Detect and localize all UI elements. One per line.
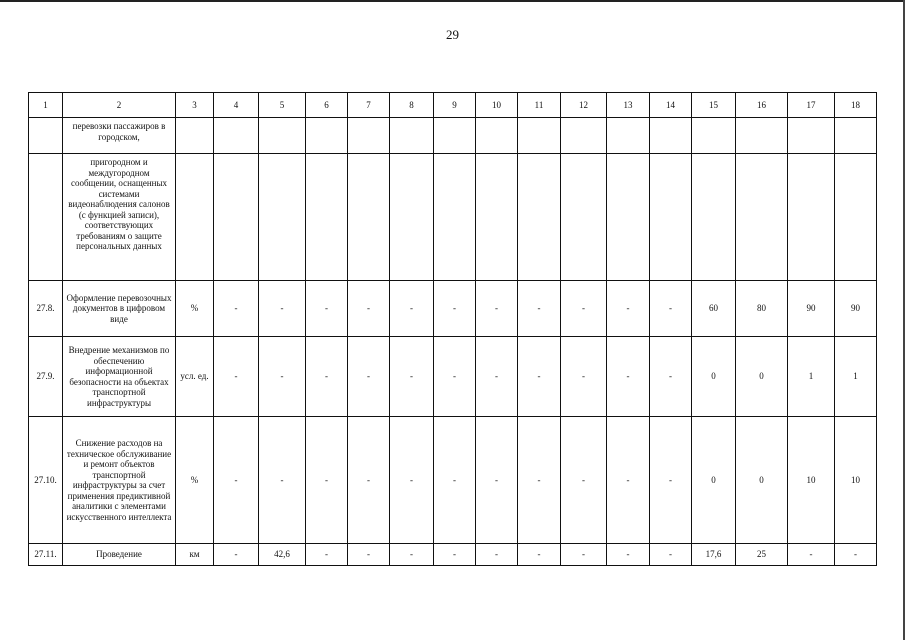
row-number-cell: 27.9. (29, 337, 63, 417)
unit-cell (176, 154, 214, 281)
indicator-name-cell: Оформление перевозочных документов в цифровом виде (63, 281, 176, 337)
value-cell-col-11 (518, 118, 561, 154)
value-cell-col-8 (390, 154, 434, 281)
value-cell-col-10: - (476, 544, 518, 566)
value-cell-col-7: - (348, 337, 390, 417)
row-number-cell: 27.10. (29, 417, 63, 544)
row-number-cell: 27.8. (29, 281, 63, 337)
value-cell-col-16: 80 (736, 281, 788, 337)
value-cell-col-10: - (476, 337, 518, 417)
value-cell-col-6: - (306, 337, 348, 417)
row-number-cell (29, 118, 63, 154)
indicator-name-cell: Проведение (63, 544, 176, 566)
value-cell-col-6: - (306, 544, 348, 566)
value-cell-col-9: - (434, 281, 476, 337)
value-cell-col-14: - (650, 337, 692, 417)
column-header-14: 14 (650, 93, 692, 118)
value-cell-col-13 (607, 154, 650, 281)
value-cell-col-18 (835, 118, 877, 154)
value-cell-col-10: - (476, 417, 518, 544)
value-cell-col-16: 25 (736, 544, 788, 566)
value-cell-col-18: 90 (835, 281, 877, 337)
value-cell-col-4: - (214, 544, 259, 566)
value-cell-col-7 (348, 154, 390, 281)
value-cell-col-17: 90 (788, 281, 835, 337)
row-number-cell (29, 154, 63, 281)
row-continuation-1 (29, 118, 877, 154)
value-cell-col-11: - (518, 417, 561, 544)
value-cell-col-12: - (561, 417, 607, 544)
value-cell-col-17: 10 (788, 417, 835, 544)
value-cell-col-5: 42,6 (259, 544, 306, 566)
row-number-cell: 27.11. (29, 544, 63, 566)
column-header-16: 16 (736, 93, 788, 118)
row-27-9 (29, 337, 877, 417)
unit-cell (176, 118, 214, 154)
value-cell-col-12: - (561, 281, 607, 337)
value-cell-col-11: - (518, 281, 561, 337)
value-cell-col-12: - (561, 337, 607, 417)
scan-edge-top (0, 0, 905, 2)
value-cell-col-10 (476, 118, 518, 154)
value-cell-col-7: - (348, 281, 390, 337)
indicator-name-cell: перевозки пассажиров в городском, (63, 118, 176, 154)
value-cell-col-16: 0 (736, 337, 788, 417)
value-cell-col-11: - (518, 337, 561, 417)
value-cell-col-11: - (518, 544, 561, 566)
value-cell-col-5: - (259, 337, 306, 417)
row-27-10 (29, 417, 877, 544)
value-cell-col-14: - (650, 417, 692, 544)
value-cell-col-17: - (788, 544, 835, 566)
value-cell-col-4 (214, 154, 259, 281)
value-cell-col-10: - (476, 281, 518, 337)
value-cell-col-13: - (607, 544, 650, 566)
value-cell-col-8: - (390, 281, 434, 337)
value-cell-col-15 (692, 118, 736, 154)
row-27-11 (29, 544, 877, 566)
column-header-15: 15 (692, 93, 736, 118)
table-header (29, 93, 877, 118)
column-header-2: 2 (63, 93, 176, 118)
value-cell-col-9 (434, 118, 476, 154)
value-cell-col-17: 1 (788, 337, 835, 417)
value-cell-col-18: 1 (835, 337, 877, 417)
unit-cell: % (176, 281, 214, 337)
value-cell-col-4 (214, 118, 259, 154)
value-cell-col-8: - (390, 544, 434, 566)
value-cell-col-12: - (561, 544, 607, 566)
header-row (29, 93, 877, 118)
value-cell-col-14: - (650, 281, 692, 337)
value-cell-col-12 (561, 118, 607, 154)
unit-cell: км (176, 544, 214, 566)
value-cell-col-8 (390, 118, 434, 154)
value-cell-col-8: - (390, 337, 434, 417)
value-cell-col-5: - (259, 281, 306, 337)
column-header-5: 5 (259, 93, 306, 118)
value-cell-col-15: 0 (692, 337, 736, 417)
value-cell-col-12 (561, 154, 607, 281)
value-cell-col-5: - (259, 417, 306, 544)
column-header-6: 6 (306, 93, 348, 118)
value-cell-col-10 (476, 154, 518, 281)
value-cell-col-16 (736, 154, 788, 281)
value-cell-col-9 (434, 154, 476, 281)
value-cell-col-14 (650, 118, 692, 154)
column-header-12: 12 (561, 93, 607, 118)
value-cell-col-6 (306, 118, 348, 154)
unit-cell: усл. ед. (176, 337, 214, 417)
value-cell-col-11 (518, 154, 561, 281)
column-header-13: 13 (607, 93, 650, 118)
value-cell-col-13: - (607, 417, 650, 544)
value-cell-col-7 (348, 118, 390, 154)
row-continuation-2 (29, 154, 877, 281)
column-header-7: 7 (348, 93, 390, 118)
value-cell-col-13 (607, 118, 650, 154)
value-cell-col-6: - (306, 417, 348, 544)
column-header-1: 1 (29, 93, 63, 118)
value-cell-col-6: - (306, 281, 348, 337)
value-cell-col-4: - (214, 337, 259, 417)
column-header-4: 4 (214, 93, 259, 118)
value-cell-col-17 (788, 118, 835, 154)
column-header-11: 11 (518, 93, 561, 118)
value-cell-col-7: - (348, 544, 390, 566)
value-cell-col-14 (650, 154, 692, 281)
indicator-name-cell: Внедрение механизмов по обеспечению информационной безопасности на объектах транспортной инфраструктуры (63, 337, 176, 417)
value-cell-col-16: 0 (736, 417, 788, 544)
indicators-table (28, 92, 877, 566)
value-cell-col-17 (788, 154, 835, 281)
value-cell-col-4: - (214, 417, 259, 544)
column-header-3: 3 (176, 93, 214, 118)
unit-cell: % (176, 417, 214, 544)
row-27-8 (29, 281, 877, 337)
column-header-18: 18 (835, 93, 877, 118)
value-cell-col-9: - (434, 544, 476, 566)
value-cell-col-18: - (835, 544, 877, 566)
column-header-10: 10 (476, 93, 518, 118)
page-number: 29 (446, 27, 459, 42)
value-cell-col-7: - (348, 417, 390, 544)
column-header-17: 17 (788, 93, 835, 118)
column-header-9: 9 (434, 93, 476, 118)
table-body (29, 118, 877, 566)
value-cell-col-9: - (434, 337, 476, 417)
column-header-8: 8 (390, 93, 434, 118)
value-cell-col-5 (259, 118, 306, 154)
value-cell-col-4: - (214, 281, 259, 337)
value-cell-col-5 (259, 154, 306, 281)
value-cell-col-13: - (607, 281, 650, 337)
value-cell-col-6 (306, 154, 348, 281)
value-cell-col-13: - (607, 337, 650, 417)
indicator-name-cell: Снижение расходов на техническое обслуживание и ремонт объектов транспортной инфраструктуры за счет применения предиктивной аналитики с элементами искусственного интеллекта (63, 417, 176, 544)
value-cell-col-14: - (650, 544, 692, 566)
value-cell-col-8: - (390, 417, 434, 544)
indicator-name-cell: пригородном и междугородном сообщении, оснащенных системами видеонаблюдения салонов (с функцией записи), соответствующих требованиям о защите персональных данных (63, 154, 176, 281)
value-cell-col-9: - (434, 417, 476, 544)
value-cell-col-16 (736, 118, 788, 154)
value-cell-col-18 (835, 154, 877, 281)
value-cell-col-18: 10 (835, 417, 877, 544)
value-cell-col-15: 17,6 (692, 544, 736, 566)
value-cell-col-15 (692, 154, 736, 281)
value-cell-col-15: 0 (692, 417, 736, 544)
value-cell-col-15: 60 (692, 281, 736, 337)
